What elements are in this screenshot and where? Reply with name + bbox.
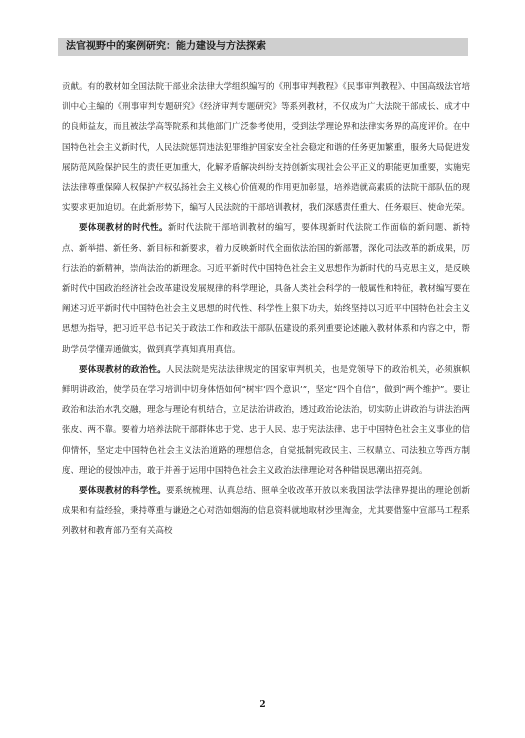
running-header [58,38,468,56]
paragraph-4 [62,481,470,542]
page-number: 2 [259,700,266,710]
paragraph-2 [62,218,470,359]
body-text [62,77,470,542]
paragraph-3 [62,360,470,481]
running-header-title: 法官视野中的案例研究：能力建设与方法探索 [66,41,266,52]
paragraph-1-text: 贡献。有的教材如全国法院干部业余法律大学组织编写的《刑事审判教程》《民事审判教程》、中国高级法官培训中心主编的《刑事审判专题研究》《经济审判专题研究》等系列教材，不仅成为广大法院干部成长、成才中的良师益友，而且被法学高等院系和其他部门广泛参考使用，受到法学理论界和法律实务界的高度评价。在中国特色社会主义新时代，人民法院惩罚违法犯罪维护国家安全社会稳定和谐的任务更加繁重，服务大局促进发展防范风险保护民生的责任更加重大，化解矛盾解决纠纷支持创新实现社会公平正义的职能更加重要，实施宪法法律尊重保障人权保护产权弘扬社会主义核心价值观的作用更加彰显，培养造就高素质的法院干部队伍的现实要求更加迫切。在此新形势下，编写人民法院的干部培训教材，我们深感责任重大、任务艰巨、使命光荣。 [62,82,471,214]
paragraph-3-lead: 要体现教材的政治性。 [79,364,166,375]
paragraph-1 [62,77,470,218]
paragraph-2-lead: 要体现教材的时代性。 [79,223,168,234]
paragraph-4-lead: 要体现教材的科学性。 [79,486,166,497]
paragraph-3-text: 人民法院是宪法法律规定的国家审判机关，也是党领导下的政治机关，必须旗帜鲜明讲政治，使学员在学习培训中切身体悟如何“树牢‘四个意识’”，坚定“四个自信”，做到“两个维护”。要让政治和法治水乳交融，理念与理论有机结合，立足法治讲政治，透过政治论法治，切实防止讲政治与讲法治两张皮、两不靠。要着力培养法院干部群体忠于党、忠于人民、忠于宪法法律、忠于中国特色社会主义事业的信仰情怀，坚定走中国特色社会主义法治道路的理想信念，自觉抵制宪政民主、三权鼎立、司法独立等西方制度、理论的侵蚀冲击，敢于并善于运用中国特色社会主义政治法律理论对各种错误思潮出招亮剑。 [62,364,471,476]
paragraph-4-text: 要系统梳理、认真总结、照单全收改革开放以来我国法学法律界提出的理论创新成果和有益经验，秉持尊重与谦逊之心对浩如烟海的信息资料就地取材沙里淘金，尤其要借鉴中宣部马工程系列教材和教育部乃至有关高校 [62,486,471,537]
paragraph-2-text: 新时代法院干部培训教材的编写，要体现新时代法院工作面临的新问题、新特点、新举措、新任务、新目标和新要求，着力反映新时代全面依法治国的新部署，深化司法改革的新成果，厉行法治的新精神，崇尚法治的新理念。习近平新时代中国特色社会主义思想作为新时代的马克思主义，是反映新时代中国政治经济社会改革建设发展规律的科学理论，具备人类社会科学的一般属性和特征，教材编写要在阐述习近平新时代中国特色社会主义思想的时代性、科学性上狠下功夫，始终坚持以习近平中国特色社会主义思想为指导，把习近平总书记关于政法工作和政法干部队伍建设的系列重要论述融入教材体系和内容之中，帮助学员学懂弄通做实，做到真学真知真用真信。 [62,223,471,355]
